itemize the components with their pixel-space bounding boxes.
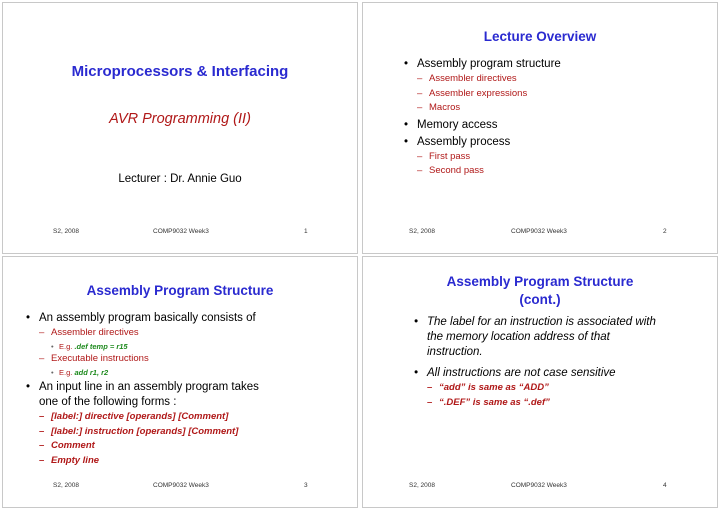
example-item	[23, 341, 343, 353]
example-prefix: E.g.	[59, 367, 73, 377]
sub-bullet-item: – First pass	[401, 150, 561, 165]
slide-number: 3	[304, 482, 308, 489]
example-code: add r1, r2	[74, 367, 109, 377]
form-item: – Empty line	[23, 454, 343, 469]
lecturer-name: Lecturer : Dr. Annie Guo	[118, 173, 242, 185]
slide-number: 4	[663, 482, 667, 489]
bullet-item: • An assembly program basically consists of	[23, 311, 343, 326]
sub-bullet-item: – Second pass	[401, 164, 561, 179]
sub-bullet-item: – “.DEF” is same as “.def”	[411, 396, 711, 411]
bullet-item: • Memory access	[401, 118, 561, 133]
sub-bullet-item: – Assembler directives	[23, 326, 343, 341]
bullet-list	[401, 55, 561, 179]
slide-title: Microprocessors & Interfacing	[71, 63, 289, 80]
slide-2	[362, 2, 718, 254]
slide-title	[363, 273, 717, 309]
bullet-text: An input line in an assembly program takes	[39, 381, 259, 393]
bullet-list	[23, 309, 343, 468]
sub-bullet-item: – Executable instructions	[23, 352, 343, 367]
slide-title: Lecture Overview	[483, 29, 597, 44]
slide-subtitle: AVR Programming (II)	[109, 111, 251, 127]
sub-bullet-item: – Macros	[401, 101, 561, 116]
bullet-text: one of the following forms :	[39, 396, 177, 408]
bullet-text: The label for an instruction is associated with	[427, 316, 656, 328]
slide-title-line: Assembly Program Structure	[446, 274, 634, 289]
example-code: .def temp = r15	[74, 341, 128, 351]
sub-bullet-item: – Assembler directives	[401, 72, 561, 87]
footer-term: S2, 2008	[53, 228, 80, 235]
footer-course: COMP9032 Week3	[511, 482, 567, 489]
sub-bullet-item: – “add” is same as “ADD”	[411, 381, 711, 396]
footer-term: S2, 2008	[409, 228, 436, 235]
footer-term: S2, 2008	[409, 482, 436, 489]
bullet-item: • Assembly program structure	[401, 57, 561, 72]
form-item: – [label:] directive [operands] [Comment]	[23, 410, 343, 425]
form-item: – [label:] instruction [operands] [Comment]	[23, 425, 343, 440]
slide-number: 1	[304, 228, 308, 235]
footer-course: COMP9032 Week3	[153, 228, 209, 235]
form-item: – Comment	[23, 439, 343, 454]
slide-3	[2, 256, 358, 508]
example-item	[23, 367, 343, 379]
footer-course: COMP9032 Week3	[511, 228, 567, 235]
bullet-item	[23, 380, 343, 410]
bullet-text: the memory location address of that	[427, 331, 610, 343]
footer-course: COMP9032 Week3	[153, 482, 209, 489]
sub-bullet-item: – Assembler expressions	[401, 87, 561, 102]
bullet-item: • All instructions are not case sensitive	[411, 366, 711, 381]
bullet-text: instruction.	[427, 346, 483, 358]
slide-title-line: (cont.)	[519, 292, 561, 307]
slide-number: 2	[663, 228, 667, 235]
slide-title: Assembly Program Structure	[86, 283, 274, 298]
bullet-list	[411, 313, 711, 410]
bullet-item	[411, 315, 711, 360]
example-prefix: E.g.	[59, 341, 73, 351]
slide-1	[2, 2, 358, 254]
footer-term: S2, 2008	[53, 482, 80, 489]
bullet-item: • Assembly process	[401, 135, 561, 150]
slide-4	[362, 256, 718, 508]
